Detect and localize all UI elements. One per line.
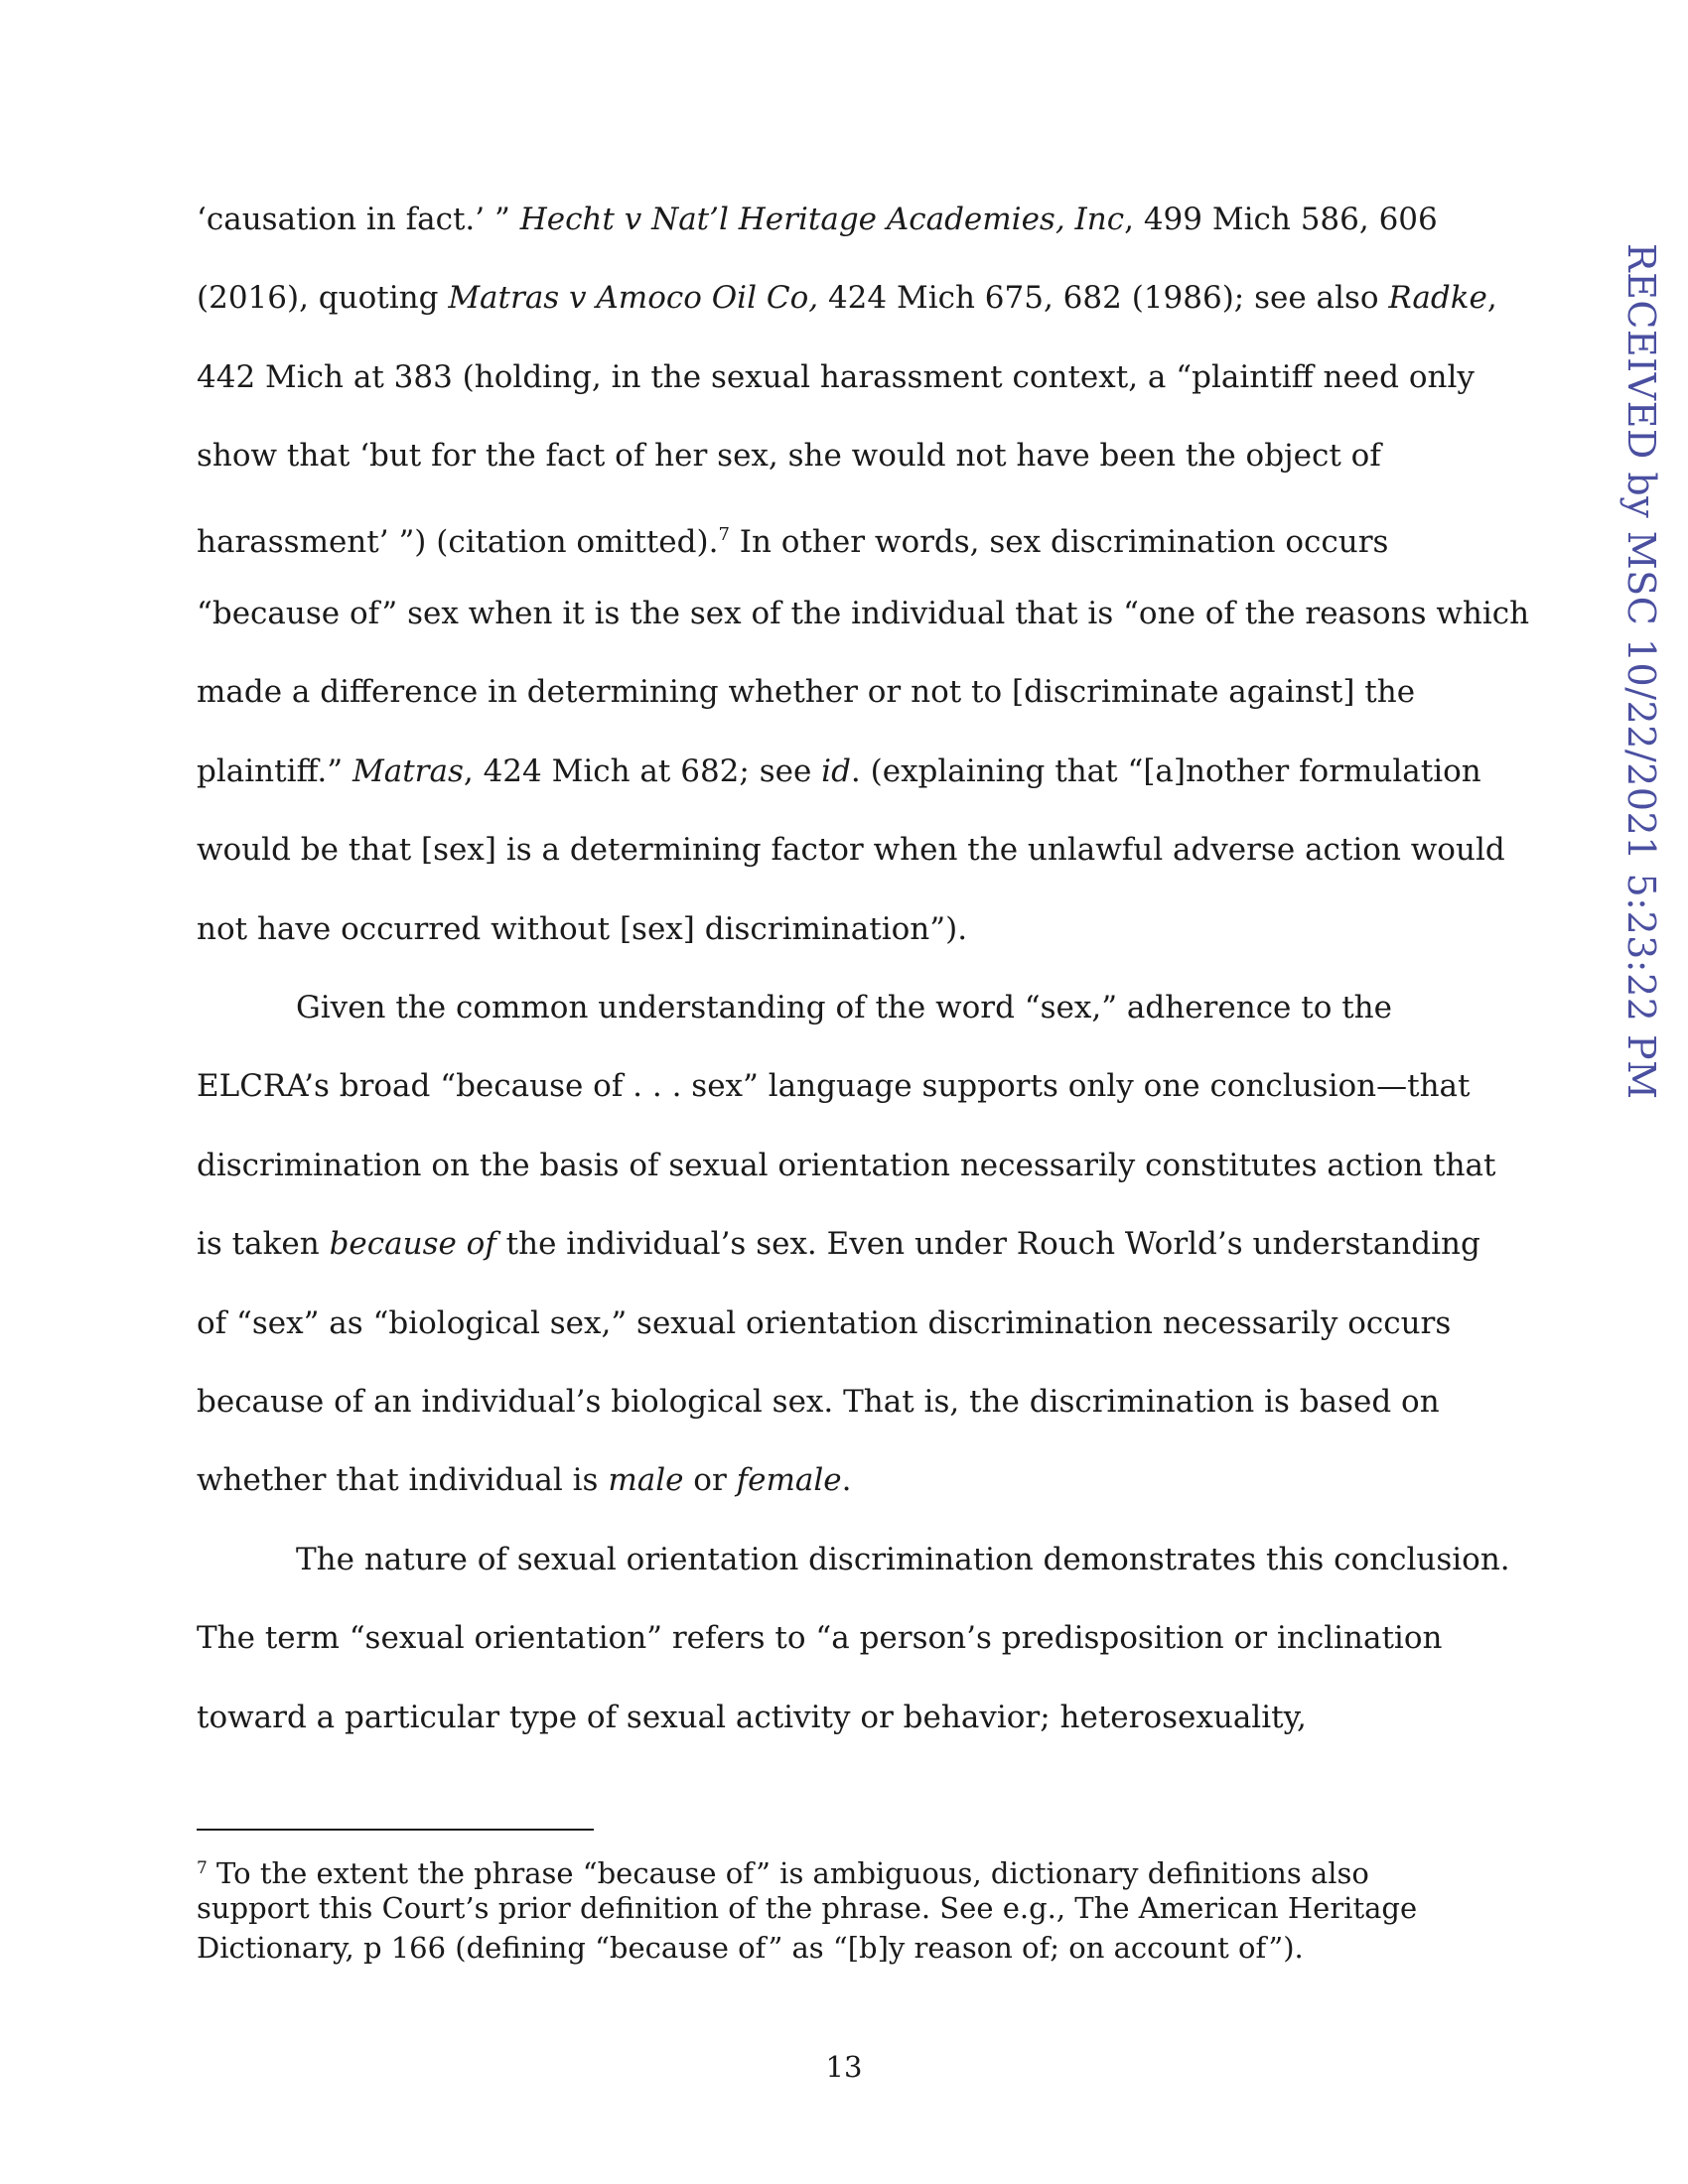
page-number: 13	[825, 2050, 863, 2084]
text-run: plaintiff.”	[197, 753, 352, 789]
footnote-marker: 7	[197, 1858, 208, 1878]
body-line	[197, 1618, 1442, 1658]
text-run: In other words, sex discrimination occurs	[729, 524, 1389, 560]
italic-text: Hecht v Nat’l Heritage Academies, Inc	[519, 202, 1125, 237]
footnote-reference: 7	[718, 524, 730, 545]
body-line	[197, 357, 1475, 397]
body-line	[197, 751, 1481, 791]
italic-text: id	[821, 753, 851, 789]
text-run: show that ‘but for the fact of her sex, she would not have been the object of	[197, 438, 1381, 474]
body-line	[197, 830, 1505, 870]
text-run: of “sex” as “biological sex,” sexual orientation discrimination necessarily occurs	[197, 1305, 1452, 1341]
text-run: made a difference in determining whether or not to [discriminate against] the	[197, 674, 1416, 710]
text-run: . (explaining that “[a]nother formulation	[850, 753, 1481, 789]
body-line	[197, 1224, 1480, 1264]
text-run: ‘causation in fact.’ ”	[197, 202, 520, 237]
text-run: The nature of sexual orientation discrimination demonstrates this conclusion.	[296, 1542, 1510, 1577]
paragraph-first-line	[296, 1540, 1510, 1579]
text-run: (2016), quoting	[197, 280, 449, 316]
body-line	[197, 278, 1497, 318]
italic-text: male	[608, 1462, 684, 1498]
text-run: discrimination on the basis of sexual orientation necessarily constitutes action that	[197, 1148, 1496, 1183]
body-line	[197, 1066, 1471, 1106]
received-stamp: RECEIVED by MSC 10/22/2021 5:23:22 PM	[1619, 243, 1663, 1100]
body-line	[197, 594, 1529, 633]
text-run: Given the common understanding of the word “sex,” adherence to the	[296, 990, 1392, 1025]
paragraph-first-line	[296, 988, 1392, 1027]
body-line	[197, 1382, 1440, 1422]
text-run: harassment’ ”) (citation omitted).	[197, 524, 719, 560]
italic-text: female	[736, 1462, 842, 1498]
italic-text: because of	[329, 1226, 496, 1262]
body-line	[197, 1698, 1307, 1737]
body-line	[197, 200, 1438, 239]
text-run: 442 Mich at 383 (holding, in the sexual harassment context, a “plaintiff need only	[197, 359, 1475, 395]
text-run: “because of” sex when it is the sex of the individual that is “one of the reasons which	[197, 596, 1530, 631]
body-line	[197, 1460, 851, 1500]
body-line	[197, 515, 1388, 562]
text-run: toward a particular type of sexual activity or behavior; heterosexuality,	[197, 1700, 1307, 1735]
body-line	[197, 436, 1381, 476]
text-run: The term “sexual orientation” refers to “a person’s predisposition or inclination	[197, 1620, 1443, 1656]
text-run: the individual’s sex. Even under Rouch World’s understanding	[495, 1226, 1480, 1262]
footnote-line: $^7$ To the extent the phrase “because of” is ambiguous, dictionary definitions also	[197, 1856, 1369, 1890]
text-run: because of an individual’s biological sex. That is, the discrimination is based on	[197, 1384, 1440, 1420]
body-line	[197, 1146, 1496, 1185]
text-run: would be that [sex] is a determining factor when the unlawful adverse action would	[197, 832, 1505, 868]
text-run: is taken	[197, 1226, 330, 1262]
footnote-line: support this Court’s prior definition of the phrase. See e.g., The American Heritage	[197, 1891, 1418, 1925]
text-run: ELCRA’s broad “because of . . . sex” language supports only one conclusion—that	[197, 1068, 1471, 1104]
footnote-separator	[197, 1829, 594, 1831]
italic-text: Matras v Amoco Oil Co,	[448, 280, 819, 316]
body-line	[197, 909, 967, 949]
body-line	[197, 1303, 1451, 1343]
text-run: , 499 Mich 586, 606	[1124, 202, 1438, 237]
text-run: or	[683, 1462, 737, 1498]
text-run: 424 Mich 675, 682 (1986); see also	[818, 280, 1389, 316]
text-run: not have occurred without [sex] discrimination”).	[197, 911, 968, 947]
text-run: .	[841, 1462, 852, 1498]
text-run: whether that individual is	[197, 1462, 609, 1498]
italic-text: Matras	[352, 753, 464, 789]
italic-text: Radke	[1388, 280, 1487, 316]
footnote-line: Dictionary, p 166 (defining “because of” as “[b]y reason of; on account of”).	[197, 1931, 1304, 1965]
text-run: , 424 Mich at 682; see	[463, 753, 822, 789]
text-run: ,	[1486, 280, 1497, 316]
body-line	[197, 672, 1415, 712]
